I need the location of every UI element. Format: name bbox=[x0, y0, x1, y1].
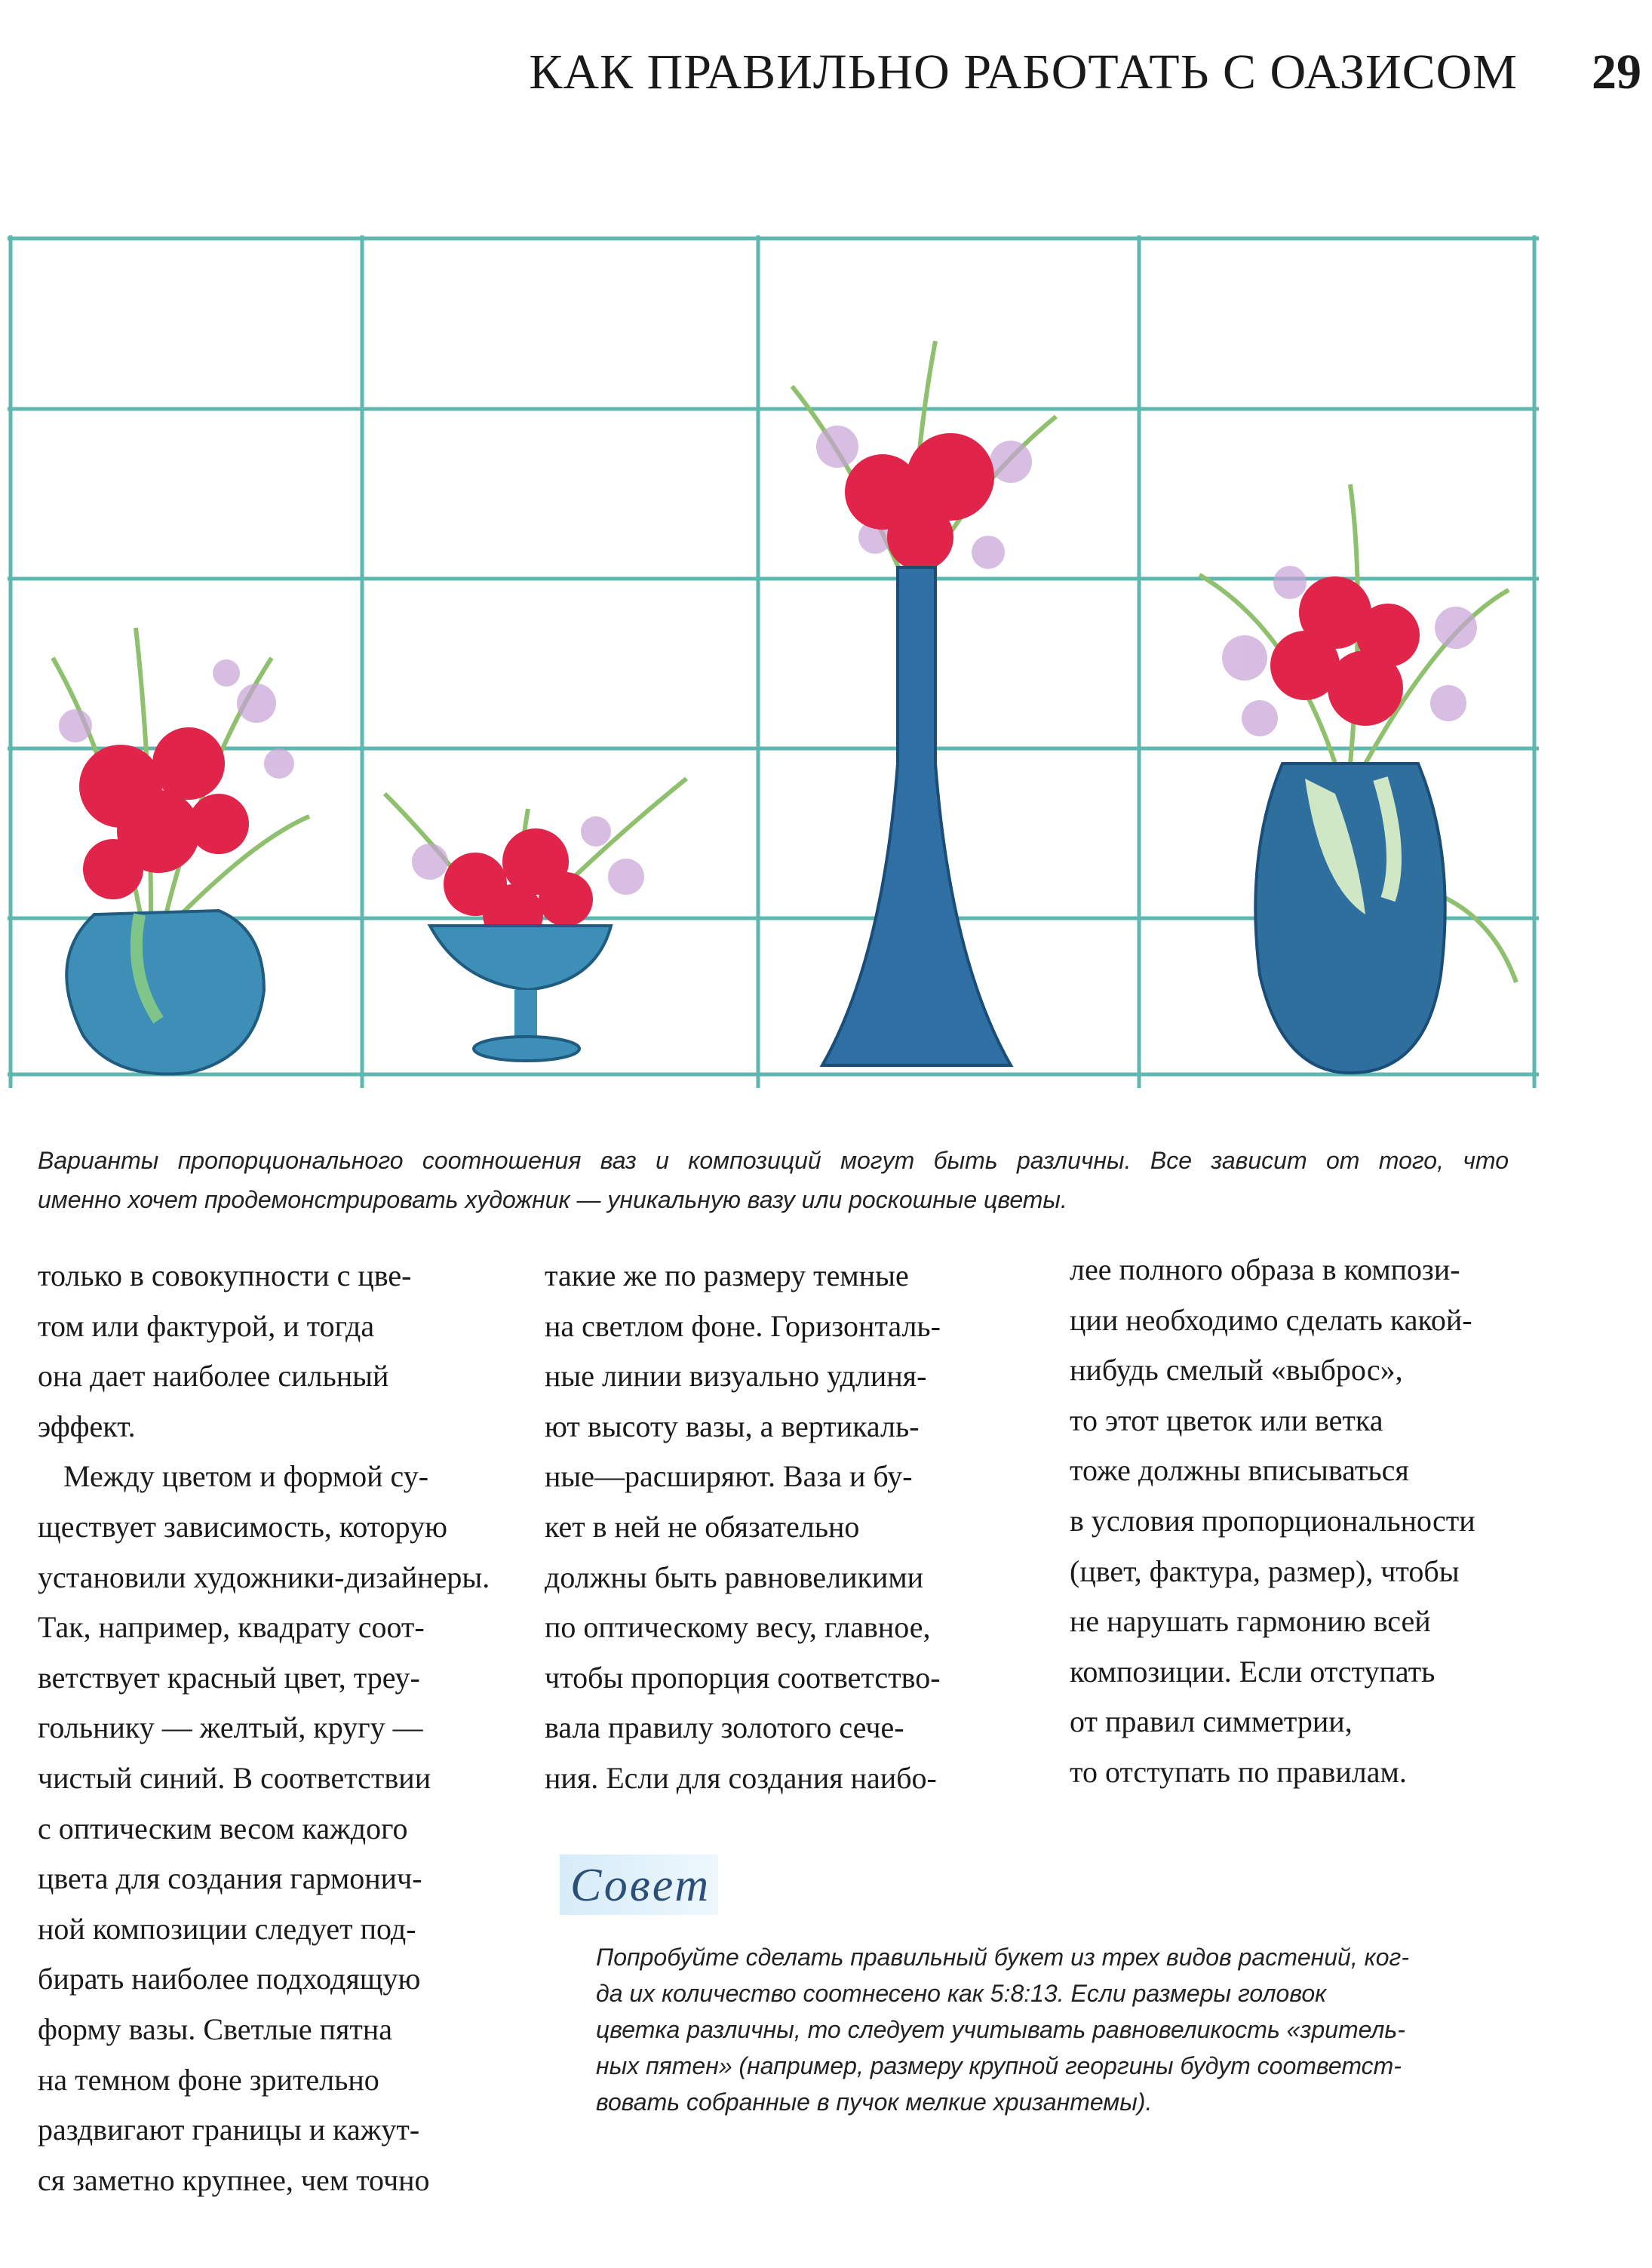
text-line: тоже должны вписываться bbox=[1070, 1453, 1409, 1488]
text-line: нибудь смелый «выброс», bbox=[1070, 1353, 1403, 1388]
text-line: ся заметно крупнее, чем точно bbox=[38, 2162, 430, 2197]
tip-heading-badge bbox=[560, 1855, 718, 1915]
text-line: должны быть равновеликими bbox=[545, 1560, 924, 1594]
text-line: то отступать по правилам. bbox=[1070, 1754, 1407, 1789]
page-number: 29 bbox=[1592, 45, 1641, 100]
caption-line: именно хочет продемонстрировать художник — уникальную вазу или роскошные цветы. bbox=[38, 1186, 1067, 1213]
text-line: Между цветом и формой су- bbox=[63, 1459, 429, 1494]
text-line: кет в ней не обязательно bbox=[545, 1509, 860, 1544]
text-line: в условия пропорциональности bbox=[1070, 1503, 1475, 1538]
text-line: композиции. Если отступать bbox=[1070, 1654, 1436, 1689]
text-line: эффект. bbox=[38, 1409, 136, 1443]
text-line: ные линии визуально удлиня- bbox=[545, 1359, 927, 1394]
text-line: чистый синий. В соответствии bbox=[38, 1760, 431, 1795]
text-line: ют высоту вазы, а вертикаль- bbox=[545, 1409, 920, 1443]
text-column-1 bbox=[38, 1251, 498, 2205]
text-column-3 bbox=[1070, 1245, 1560, 1798]
text-line: (цвет, фактура, размер), чтобы bbox=[1070, 1553, 1460, 1588]
tip-line: цветка различны, то следует учитывать равновеликость «зритель- bbox=[596, 2016, 1405, 2043]
text-line: цвета для создания гармонич- bbox=[38, 1861, 422, 1896]
text-line: том или фактурой, и тогда bbox=[38, 1308, 375, 1343]
text-line: бирать наиболее подходящую bbox=[38, 1962, 421, 1996]
text-line: ной композиции следует под- bbox=[38, 1911, 416, 1946]
text-line: гольнику — желтый, кругу — bbox=[38, 1710, 423, 1745]
text-line: не нарушать гармонию всей bbox=[1070, 1604, 1431, 1639]
text-line: по оптическому весу, главное, bbox=[545, 1610, 931, 1645]
illustration-caption bbox=[38, 1141, 1509, 1219]
tip-line: Попробуйте сделать правильный букет из трех видов растений, ког- bbox=[596, 1944, 1409, 1971]
text-line: установили художники-дизайнеры. bbox=[38, 1560, 490, 1594]
tip-line: вовать собранные в пучок мелкие хризантемы). bbox=[596, 2088, 1153, 2116]
text-line: такие же по размеру темные bbox=[545, 1258, 909, 1292]
text-line: от правил симметрии, bbox=[1070, 1704, 1353, 1739]
caption-line: Варианты пропорционального соотношения ваз и композиций могут быть различны. Все зависит от того, что bbox=[38, 1147, 1509, 1174]
text-line: ния. Если для создания наибо- bbox=[545, 1760, 937, 1795]
text-line: чтобы пропорция соответство- bbox=[545, 1660, 941, 1695]
text-line: ветствует красный цвет, треу- bbox=[38, 1660, 420, 1695]
vases-illustration bbox=[8, 235, 1539, 1088]
tip-line: ных пятен» (например, размеру крупной георгины будут соответст- bbox=[596, 2052, 1402, 2079]
page-header bbox=[0, 44, 1652, 112]
tip-heading: Совет bbox=[570, 1860, 711, 1911]
tip-text bbox=[596, 1939, 1494, 2120]
text-line: она дает наиболее сильный bbox=[38, 1359, 389, 1394]
text-line: Так, например, квадрату соот- bbox=[38, 1610, 425, 1645]
text-line: лее полного образа в компози- bbox=[1070, 1252, 1460, 1286]
text-line: с оптическим весом каждого bbox=[38, 1811, 408, 1845]
text-line: то этот цветок или ветка bbox=[1070, 1403, 1383, 1437]
text-line: ные—расширяют. Ваза и бу- bbox=[545, 1459, 913, 1494]
text-column-2 bbox=[545, 1251, 1012, 1804]
text-line: вала правилу золотого сече- bbox=[545, 1710, 904, 1745]
text-line: раздвигают границы и кажут- bbox=[38, 2113, 420, 2147]
text-line: только в совокупности с цве- bbox=[38, 1258, 412, 1292]
text-line: форму вазы. Светлые пятна bbox=[38, 2011, 393, 2046]
text-line: на темном фоне зрительно bbox=[38, 2062, 379, 2097]
text-line: ществует зависимость, которую bbox=[38, 1509, 447, 1544]
chapter-title: КАК ПРАВИЛЬНО РАБОТАТЬ С ОАЗИСОМ bbox=[529, 45, 1518, 100]
text-line: ции необходимо сделать какой- bbox=[1070, 1302, 1472, 1337]
tip-line: да их количество соотнесено как 5:8:13. Если размеры головок bbox=[596, 1980, 1327, 2007]
text-line: на светлом фоне. Горизонталь- bbox=[545, 1308, 941, 1343]
